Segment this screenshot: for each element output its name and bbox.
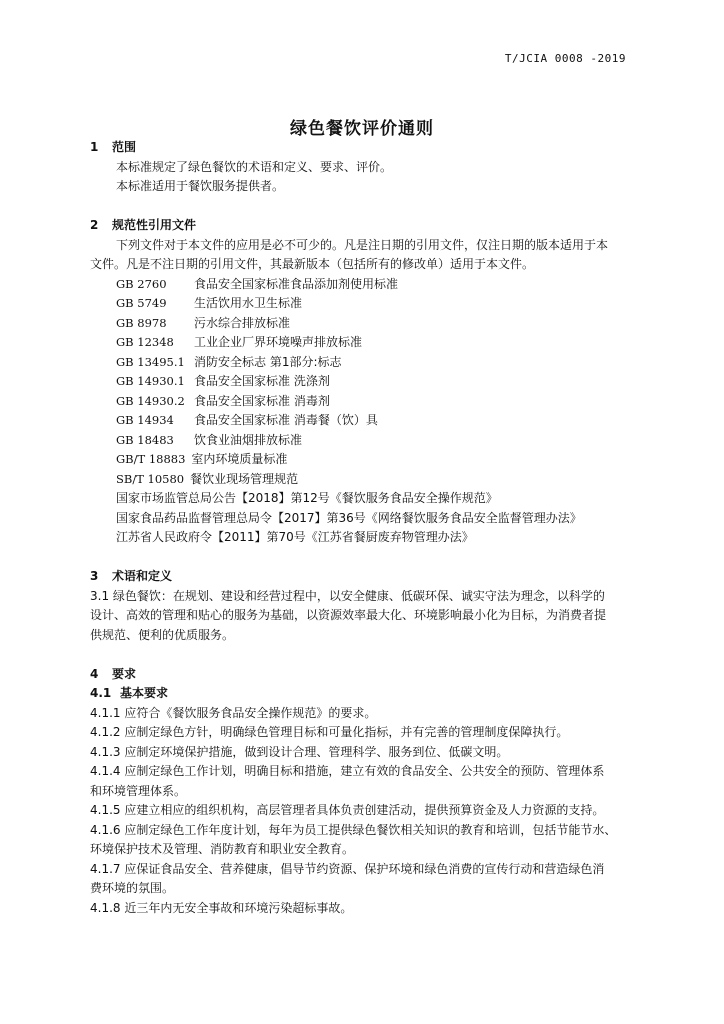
section-1-heading xyxy=(90,138,650,158)
reference-name: 食品安全国家标准食品添加剂使用标准 xyxy=(194,276,399,291)
section-1-paragraph-2: 本标准适用于餐饮服务提供者。 xyxy=(116,179,285,193)
reference-item xyxy=(90,431,650,451)
reference-name: 餐饮业现场管理规范 xyxy=(190,471,299,486)
requirement-line: 4.1.1 应符合《餐饮服务食品安全操作规范》的要求。 xyxy=(90,705,377,720)
definition-line-3: 供规范、便利的优质服务。 xyxy=(90,627,235,642)
reference-item xyxy=(90,411,650,431)
reference-name: 室内环境质量标准 xyxy=(191,452,288,466)
reference-item xyxy=(90,450,650,470)
decree-item: 国家市场监管总局公告【2018】第12号《餐饮服务食品安全操作规范》 xyxy=(116,491,498,505)
requirement-line: 4.1.6 应制定绿色工作年度计划，每年为员工提供绿色餐饮相关知识的教育和培训，包括节能节水、 xyxy=(90,822,617,837)
spacer xyxy=(90,645,650,665)
reference-code: GB 8978 xyxy=(116,315,167,330)
reference-code: GB 2760 xyxy=(116,276,167,291)
reference-item xyxy=(90,294,650,314)
reference-item xyxy=(90,372,650,392)
reference-name: 饮食业油烟排放标准 xyxy=(194,432,303,447)
reference-code: GB 14934 xyxy=(116,413,174,427)
document-title: 绿色餐饮评价通则 xyxy=(290,119,434,139)
section-1-number: 1 xyxy=(90,140,99,154)
requirement-line: 4.1.7 应保证食品安全、营养健康，倡导节约资源、保护环境和绿色消费的宣传行动和营造绿色消 xyxy=(90,861,605,876)
section-2-intro-line-1: 下列文件对于本文件的应用是必不可少的。凡是注日期的引用文件，仅注日期的版本适用于本 xyxy=(116,237,609,252)
definition-line-1: 3.1 绿色餐饮：在规划、建设和经营过程中，以安全健康、低碳环保、诚实守法为理念，以科学的 xyxy=(90,588,605,603)
requirement-line: 4.1.3 应制定环境保护措施，做到设计合理、管理科学、服务到位、低碳文明。 xyxy=(90,744,509,759)
spacer xyxy=(90,548,650,568)
section-2-intro-line-2: 文件。凡是不注日期的引用文件，其最新版本（包括所有的修改单）适用于本文件。 xyxy=(90,257,535,271)
reference-code: GB/T 18883 xyxy=(116,452,186,466)
requirement-line: 4.1.5 应建立相应的组织机构，高层管理者具体负责创建活动，提供预算资金及人力资源的支持。 xyxy=(90,803,605,817)
reference-item xyxy=(90,392,650,412)
reference-name: 工业企业厂界环境噪声排放标准 xyxy=(194,335,363,349)
section-2-number: 2 xyxy=(90,218,99,232)
subsection-4-1-title: 基本要求 xyxy=(120,686,169,700)
reference-item xyxy=(90,275,650,295)
section-3-title: 术语和定义 xyxy=(112,569,173,583)
spacer xyxy=(90,197,650,217)
definition-line-2: 设计、高效的管理和贴心的服务为基础，以资源效率最大化、环境影响最小化为目标，为消费者提 xyxy=(90,608,607,622)
reference-name: 消防安全标志 第1部分:标志 xyxy=(194,354,342,369)
subsection-4-1-heading xyxy=(90,684,650,704)
reference-code: GB 13495.1 xyxy=(116,354,185,369)
standard-code: T/JCIA 0008 -2019 xyxy=(504,52,626,65)
section-4-number: 4 xyxy=(90,666,99,681)
reference-item xyxy=(90,470,650,490)
section-3-number: 3 xyxy=(90,569,99,583)
reference-code: GB 5749 xyxy=(116,296,167,310)
section-2-title: 规范性引用文件 xyxy=(112,218,197,232)
reference-code: GB 18483 xyxy=(116,432,174,447)
reference-name: 污水综合排放标准 xyxy=(194,315,291,330)
reference-code: GB 12348 xyxy=(116,335,174,349)
reference-name: 食品安全国家标准 消毒剂 xyxy=(194,393,330,408)
reference-code: SB/T 10580 xyxy=(116,471,185,486)
reference-code: GB 14930.1 xyxy=(116,374,185,388)
section-1-paragraph-1: 本标准规定了绿色餐饮的术语和定义、要求、评价。 xyxy=(116,159,393,174)
requirement-line: 4.1.4 应制定绿色工作计划，明确目标和措施，建立有效的食品安全、公共安全的预防、管理体系 xyxy=(90,764,605,778)
reference-item xyxy=(90,333,650,353)
document-body xyxy=(90,138,650,918)
section-1-title: 范围 xyxy=(112,140,137,154)
decree-item: 江苏省人民政府令【2011】第70号《江苏省餐厨废弃物管理办法》 xyxy=(116,530,474,544)
decree-item: 国家食品药品监督管理总局令【2017】第36号《网络餐饮服务食品安全监督管理办法》 xyxy=(116,510,582,525)
section-4-heading xyxy=(90,665,650,685)
section-3-heading xyxy=(90,567,650,587)
requirement-line: 4.1.2 应制定绿色方针，明确绿色管理目标和可量化指标，并有完善的管理制度保障执行。 xyxy=(90,725,569,739)
reference-item xyxy=(90,314,650,334)
reference-code: GB 14930.2 xyxy=(116,393,185,408)
reference-name: 生活饮用水卫生标准 xyxy=(194,296,303,310)
requirement-line: 4.1.8 近三年内无安全事故和环境污染超标事故。 xyxy=(90,900,353,915)
section-4-title: 要求 xyxy=(112,666,137,681)
section-2-heading xyxy=(90,216,650,236)
requirement-line: 和环境管理体系。 xyxy=(90,783,187,798)
subsection-4-1-number: 4.1 xyxy=(90,686,112,700)
requirement-line: 费环境的氛围。 xyxy=(90,881,175,895)
reference-name: 食品安全国家标准 消毒餐（饮）具 xyxy=(194,413,378,427)
requirement-line: 环境保护技术及管理、消防教育和职业安全教育。 xyxy=(90,842,355,856)
reference-name: 食品安全国家标准 洗涤剂 xyxy=(194,374,330,388)
reference-item xyxy=(90,353,650,373)
